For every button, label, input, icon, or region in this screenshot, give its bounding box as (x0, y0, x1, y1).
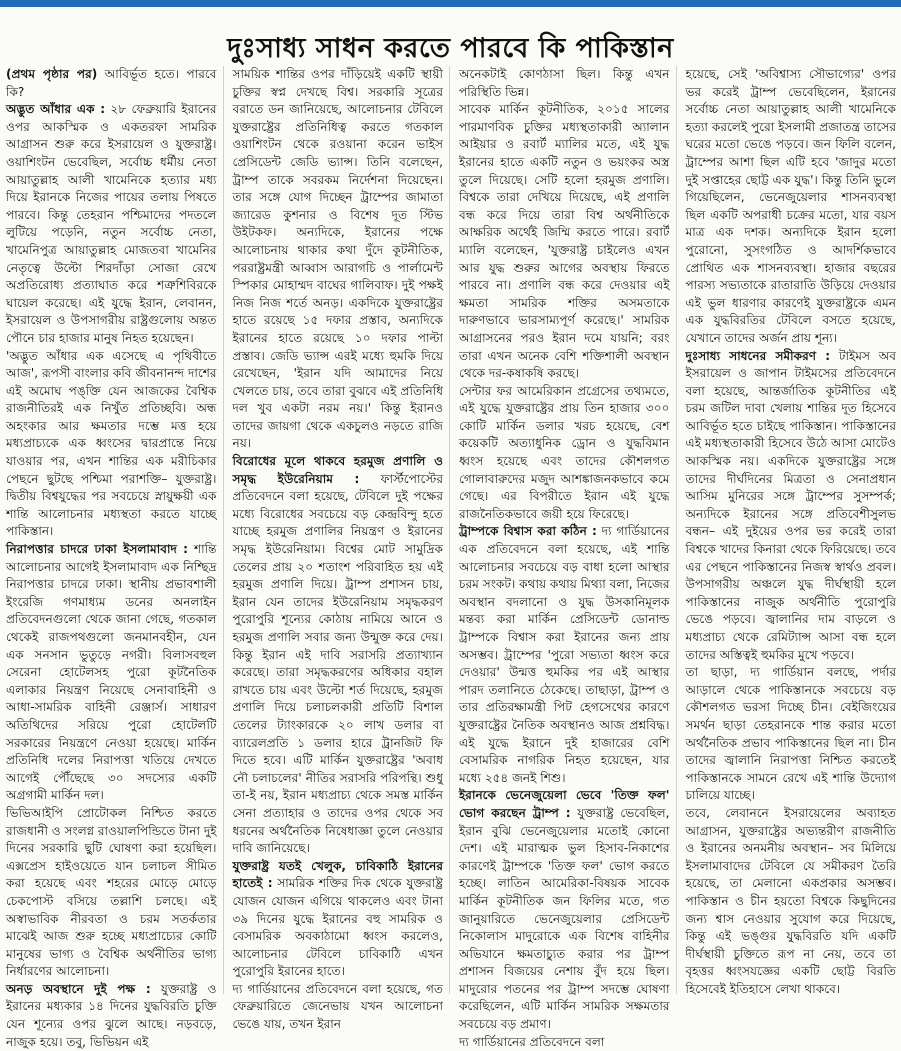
paragraph-text: যুক্তরাষ্ট্র ও ইরানের মধ্যকার ১৪ দিনের যুদ্ধবিরতি চুক্তি যেন শূন্যের ওপর ঝুলে আছে। নড়বড়ে, নাজুক হয়ে। তবু, ভিভিয়ন এই (6, 981, 217, 1049)
paragraph-text: যুক্তরাষ্ট্র ভেবেছিল, ইরান বুঝি ভেনেজুয়েলার মতোই কোনো দেশ। এই মারাত্মক ভুল হিসাব-নিকাশের কারণেই ট্রাম্পকে 'তিক্ত ফল' ভোগ করতে হচ্ছে। লাতিন আমেরিকা-বিষয়ক সাবেক মার্কিন কূটনীতিক জন ফিলির মতে, গত জানুয়ারিতে ভেনেজুয়েলার প্রেসিডেন্ট নিকোলাস মাদুরোকে এক বিশেষ বাহিনীর অভিযানে ক্ষমতাচ্যুত করার পর ট্রাম্প প্রশাসন বিজয়ের নেশায় বুঁদ হয়ে ছিল। মাদুরোর পতনের পর ট্রাম্প সদম্ভে ঘোষণা করেছিলেন, এটি মার্কিন সামরিক সক্ষমতার সবচেয়ে বড় প্রমাণ। (459, 805, 670, 1032)
paragraph-text: হয়েছে, সেই 'অবিশ্বাস্য সৌভাগ্যের' ওপর ভর করেই ট্রাম্প ভেবেছিলেন, ইরানের সর্বোচ্চ নেতা আয়াতুল্লাহ আলী খামেনিকে হত্যা করলেই পুরো ইসলামী প্রজাতন্ত্র তাসের ঘরের মতো ভেঙে পড়বে। জন ফিলি বলেন, ট্রাম্পের আশা ছিল এটি হবে 'জাদুর মতো দুই সপ্তাহের ছোট্ট এক যুদ্ধ'। কিন্তু তিনি ভুলে গিয়েছিলেন, ভেনেজুয়েলার শাসনব্যবস্থা ছিল একটি অপরাধী চক্রের মতো, যার বয়স মাত্র এক দশক। অন্যদিকে ইরান হলো পুরোনো, সুসংগঠিত ও আদর্শিকভাবে প্রোথিত এক শাসনব্যবস্থা। হাজার বছরের পারস্য সভ্যতাকে রাতারাতি উড়িয়ে দেওয়ার এই ভুল ধারণার কারণেই যুক্তরাষ্ট্রকে এমন এক যুদ্ধবিরতির টেবিলে বসতে হয়েছে, যেখানে তাদের অর্জন প্রায় শূন্য। (685, 67, 896, 345)
article-column (686, 66, 897, 994)
article-column (459, 66, 677, 1049)
article-paragraph (459, 1034, 670, 1051)
article-paragraph (233, 981, 444, 1034)
paragraph-text: দ্য গার্ডিয়ানের প্রতিবেদনে বলা হয়েছে, গত ফেব্রুয়ারিতে জেনেভায় যখন আলোচনা ভেঙে যায়, তখন ইরান (232, 981, 443, 1032)
subheading: অনড় অবস্থানে দুই পক্ষ : (6, 981, 151, 996)
paragraph-text: 'অদ্ভুত আঁধার এক এসেছে এ পৃথিবীতে আজ', রূপসী বাংলার কবি জীবনানন্দ দাশের এই অমোঘ পঙ্‌ক্তি যেন আজকের বৈশ্বিক রাজনীতিরই এক নিখুঁত প্রতিচ্ছবি। অন্ধ অহংকার আর ক্ষমতার দম্ভে মত্ত হয়ে মধ্যপ্রাচ্যকে এক ধ্বংসের দ্বারপ্রান্তে নিয়ে যাওয়ার পর, এখন শান্তির এক মরীচিকার পেছনে ছুটছে পশ্চিমা পরাশক্তি– যুক্তরাষ্ট্র। দ্বিতীয় বিশ্বযুদ্ধের পর সবচেয়ে স্নায়ুক্ষয়ী এক শান্তি আলোচনার মধ্যস্থতা করতে যাচ্ছে পাকিস্তান। (6, 348, 217, 539)
subheading: বিরোধের মূলে থাকবে হরমুজ প্রণালি ও সমৃদ্ধ ইউরেনিয়াম : (232, 454, 443, 486)
subheading: ট্রাম্পকে বিশ্বাস করা কঠিন : (459, 524, 597, 539)
paragraph-text: দ্য গার্ডিয়ানের এক প্রতিবেদনে বলা হয়েছে, এই শান্তি আলোচনার সবচেয়ে বড় বাধা হলো আস্থার চরম সংকট। কথায় কথায় মিথ্যা বলা, নিজের অবস্থান বদলানো ও যুদ্ধ উসকানিমূলক মন্তব্য করা মার্কিন প্রেসিডেন্ট ডোনাল্ড ট্রাম্পকে বিশ্বাস করা ইরানের জন্য প্রায় অসম্ভব। ট্রাম্পের 'পুরো সভ্যতা ধ্বংস করে দেওয়ার' উন্মত্ত হুমকির পর এই আস্থার পারদ তলানিতে ঠেকেছে। তাছাড়া, ট্রাম্প ও তার প্রতিরক্ষামন্ত্রী পিট হেগসেথের কারণে যুক্তরাষ্ট্রের নৈতিক অবস্থানও আজ প্রশ্নবিদ্ধ। এই যুদ্ধে ইরানে দুই হাজারের বেশি বেসামরিক নাগরিক নিহত হয়েছেন, যার মধ্যে ২৫৪ জনই শিশু। (459, 524, 670, 785)
article-columns (6, 66, 896, 1049)
article-paragraph (6, 541, 217, 805)
article-paragraph (233, 453, 444, 858)
article-paragraph (686, 664, 897, 805)
article-paragraph (686, 348, 897, 665)
article-paragraph (233, 858, 444, 981)
paragraph-text: আবির্ভূত হতে। পারবে কি? (6, 67, 217, 99)
paragraph-text: টাইমস অব ইসরায়েল ও জাপান টাইমসের প্রতিবেদনে বলা হয়েছে, আন্তর্জাতিক কূটনীতির এই চরম জটিল দাবা খেলায় শান্তির দূত হিসেবে আবির্ভূত হতে চাইছে পাকিস্তান। পাকিস্তানের এই মধ্যস্থতাকারী হিসেবে উঠে আসা মোটেও আকস্মিক নয়। একদিকে যুক্তরাষ্ট্রের সঙ্গে তাদের দীর্ঘদিনের মিত্রতা ও সেনাপ্রধান আসিম মুনিরের সঙ্গে ট্রাম্পের সুসম্পর্ক; অন্যদিকে ইরানের সঙ্গে প্রতিবেশীসুলভ বন্ধন– এই দুইয়ের ওপর ভর করেই তারা বিশ্বকে খাদের কিনারা থেকে ফিরিয়েছে। তবে এর পেছনে পাকিস্তানের নিজস্ব স্বার্থও প্রবল। উপসাগরীয় অঞ্চলে যুদ্ধ দীর্ঘস্থায়ী হলে পাকিস্তানের নাজুক অর্থনীতি পুরোপুরি ভেঙে পড়বে। জ্বালানির দাম বাড়লে ও মধ্যপ্রাচ্য থেকে রেমিট্যান্স আসা বন্ধ হলে তাদের অস্তিত্বই হুমকির মুখে পড়বে। (685, 348, 896, 662)
paragraph-text: তবে, লেবাননে ইসরায়েলের অব্যাহত আগ্রাসন, যুক্তরাষ্ট্রের অভ্যন্তরীণ রাজনীতি ও ইরানের অনমনীয় অবস্থান– সব মিলিয়ে ইসলামাবাদের টেবিলে যে সমীকরণ তৈরি হয়েছে, তা মেলানো একপ্রকার অসম্ভব। পাকিস্তান ও চীন হয়তো বিশ্বকে কিছুদিনের জন্য শ্বাস নেওয়ার সুযোগ করে দিয়েছে, কিন্তু এই ভঙ্গুর যুদ্ধবিরতি যদি একটি দীর্ঘস্থায়ী চুক্তিতে রূপ না নেয়, তবে তা বৃহত্তর ধ্বংসযজ্ঞের একটি ছোট্ট বিরতি হিসেবেই ইতিহাসে লেখা থাকবে। (685, 805, 896, 996)
top-color-bar (0, 0, 901, 7)
article-paragraph (686, 66, 897, 348)
paragraph-text: সাময়িক শান্তির ওপর দাঁড়িয়েই একটি স্থায়ী চুক্তির স্বপ্ন দেখছে বিশ্ব। সরকারি সূত্রের বরাতে ডন জানিয়েছে, আলোচনার টেবিলে যুক্তরাষ্ট্রের প্রতিনিধিত্ব করতে গতকাল ওয়াশিংটন থেকে রওয়ানা করেন ভাইস প্রেসিডেন্ট জেডি ভ্যান্স। তিনি বলেছেন, ট্রাম্প তাকে সবরকম নির্দেশনা দিয়েছেন। তার সঙ্গে যোগ দিচ্ছেন ট্রাম্পের জামাতা জ্যারেড কুশনার ও বিশেষ দূত স্টিভ উইটকফ। অন্যদিকে, ইরানের পক্ষে আলোচনায় থাকার কথা দুঁদে কূটনীতিক, পররাষ্ট্রমন্ত্রী আব্বাস আরাগচি ও পার্লামেন্ট স্পিকার মোহাম্মদ বাঘের গালিবাফ। দুই পক্ষই নিজ নিজ শর্তে অনড়। একদিকে যুক্তরাষ্ট্রের হাতে রয়েছে ১৫ দফার প্রস্তাব, অন্যদিকে ইরানের হাতে রয়েছে ১০ দফার পাল্টা প্রস্তাব। জেডি ভ্যান্স এরই মধ্যে হুমকি দিয়ে রেখেছেন, 'ইরান যদি আমাদের নিয়ে খেলতে চায়, তবে তারা বুঝবে এই প্রতিনিধি দল খুব একটা নরম নয়।' কিন্তু ইরানও তাদের জায়গা থেকে একচুলও নড়তে রাজি নয়। (232, 67, 443, 451)
article-paragraph (459, 66, 670, 101)
article-paragraph (6, 805, 217, 981)
article-paragraph (6, 348, 217, 542)
subheading: (প্রথম পৃষ্ঠার পর) (6, 67, 98, 81)
article-paragraph (6, 101, 217, 347)
paragraph-text: সামরিক শক্তির দিক থেকে যুক্তরাষ্ট্র যোজন যোজন এগিয়ে থাকলেও এবং টানা ৩৯ দিনের যুদ্ধে ইরানের বহু সামরিক ও বেসামরিক অবকাঠামো ধ্বংস করলেও, আলোচনার টেবিলে চাবিকাঠি এখন পুরোপুরি ইরানের হাতে। (232, 876, 443, 979)
article-paragraph (459, 101, 670, 383)
paragraph-text: ফার্স্টপোস্টের প্রতিবেদনে বলা হয়েছে, টেবিলে দুই পক্ষের মধ্যে বিরোধের সবচেয়ে বড় কেন্দ্রবিন্দু হতে যাচ্ছে হরমুজ প্রণালির নিয়ন্ত্রণ ও ইরানের সমৃদ্ধ ইউরেনিয়াম। বিশ্বের মোট সামুদ্রিক তেলের প্রায় ২০ শতাংশ পরিবাহিত হয় এই হরমুজ প্রণালি দিয়ে। ট্রাম্প প্রশাসন চায়, ইরান যেন তাদের ইউরেনিয়াম সমৃদ্ধকরণ পুরোপুরি শূন্যের কোঠায় নামিয়ে আনে ও হরমুজ প্রণালি সবার জন্য উন্মুক্ত করে দেয়। কিন্তু ইরান এই দাবি সরাসরি প্রত্যাখ্যান করেছে। তারা সমৃদ্ধকরণের অধিকার বহাল রাখতে চায় এবং উল্টো শর্ত দিয়েছে, হরমুজ প্রণালি দিয়ে চলাচলকারী প্রতিটি বিশাল তেলের ট্যাংকারকে ২০ লাখ ডলার বা ব্যারেলপ্রতি ১ ডলার হারে ট্রানজিট ফি দিতে হবে। এটি মার্কিন যুক্তরাষ্ট্রের 'অবাধ নৌ চলাচলের' নীতির সরাসরি পরিপন্থি। শুধু তা-ই নয়, ইরান মধ্যপ্রাচ্য থেকে সমস্ত মার্কিন সেনা প্রত্যাহার ও তাদের ওপর থেকে সব ধরনের অর্থনৈতিক নিষেধাজ্ঞা তুলে নেওয়ার দাবি জানিয়েছে। (232, 471, 443, 856)
paragraph-text: ভিভিআইপি প্রোটোকল নিশ্চিত করতে রাজধানী ও সংলগ্ন রাওয়ালপিন্ডিতে টানা দুই দিনের সরকারি ছুটি ঘোষণা করা হয়েছিল। এক্সপ্রেস হাইওয়েতে যান চলাচল সীমিত করা হয়েছে এবং শহরের মোড়ে মোড়ে চেকপোস্ট বসিয়ে তল্লাশি চলছে। এই অস্বাভাবিক নীরবতা ও চরম সতর্কতার মাঝেই আজ শুরু হচ্ছে মধ্যপ্রাচ্যের কোটি মানুষের ভাগ্য ও বৈশ্বিক অর্থনীতির ভাগ্য নির্ধারণের আলোচনা। (6, 805, 217, 979)
article-paragraph (459, 523, 670, 787)
article-column (6, 66, 224, 1049)
article-paragraph (459, 383, 670, 524)
subheading: নিরাপত্তার চাদরে ঢাকা ইসলামাবাদ : (6, 542, 189, 557)
paragraph-text: শান্তি আলোচনার আগেই ইসলামাবাদ এক নিশ্ছিদ্র নিরাপত্তার চাদরে ঢাকা। স্থানীয় প্রভাবশালী ইংরেজি গণমাধ্যম ডনের অনলাইন প্রতিবেদনগুলো থেকে জানা গেছে, গতকাল থেকেই রাজপথগুলো জনমানবহীন, যেন এক সনসান ভুতুড়ে নগরী। বিলাসবহুল সেরেনা হোটেলসহ পুরো কূটনৈতিক এলাকার নিয়ন্ত্রণ নিয়েছে সেনাবাহিনী ও আধা-সামরিক বাহিনী রেঞ্জার্স। সাধারণ অতিথিদের সরিয়ে পুরো হোটেলটি সরকারের নিয়ন্ত্রণে নেওয়া হয়েছে। মার্কিন প্রতিনিধি দলের নিরাপত্তা খতিয়ে দেখতে আগেই পৌঁছেছে ৩০ সদস্যের একটি অগ্রগামী মার্কিন দল। (6, 542, 217, 803)
article-paragraph (686, 805, 897, 999)
headline: দুঃসাধ্য সাধন করতে পারবে কি পাকিস্তান (227, 33, 674, 64)
subheading: যুক্তরাষ্ট্র যতই খেলুক, চাবিকাঠি ইরানের হাতেই : (232, 858, 443, 891)
subheading: দুঃসাধ্য সাধনের সমীকরণ : (685, 348, 831, 363)
subheading: ইরানকে ভেনেজুয়েলা ভেবে 'তিক্ত ফল' ভোগ করছেন ট্রাম্প : (459, 788, 670, 820)
paragraph-text: সাবেক মার্কিন কূটনীতিক, ২০১৫ সালের পারমাণবিক চুক্তির মধ্যস্থতাকারী অ্যালান আইয়ার ও রবার্ট ম্যালির মতে, এই যুদ্ধ ইরানের হাতে একটি নতুন ও ভয়ংকর অস্ত্র তুলে দিয়েছে। সেটি হলো হরমুজ প্রণালি। বিশ্বকে তারা দেখিয়ে দিয়েছে, এই প্রণালি বন্ধ করে দিয়ে তারা বিশ্ব অর্থনীতিকে আক্ষরিক অর্থেই জিম্মি করতে পারে। রবার্ট ম্যালি বলেছেন, 'যুক্তরাষ্ট্র চাইলেও এখন আর যুদ্ধ শুরুর আগের অবস্থায় ফিরতে পারবে না। প্রণালি বন্ধ করে দেওয়ার এই ক্ষমতা সামরিক শক্তির অসমতাকে দারুণভাবে ভারসাম্যপূর্ণ করেছে।' সামরিক আগ্রাসনের পরও ইরান দমে যায়নি; বরং তারা এখন অনেক বেশি শক্তিশালী অবস্থান থেকে দর-কষাকষি করছে। (459, 102, 670, 381)
paragraph-text: ২৮ ফেব্রুয়ারি ইরানের ওপর আকস্মিক ও একতরফা সামরিক আগ্রাসন শুরু করে ইসরায়েল ও যুক্তরাষ্ট্র। ওয়াশিংটন ভেবেছিল, সর্বোচ্চ ধর্মীয় নেতা আয়াতুল্লাহ আলী খামেনিকে হত্যার মধ্য দিয়ে ইরানকে নিজের পায়ের তলায় পিষতে পারবে। কিন্তু তেহরান পশ্চিমাদের পদতলে লুটিয়ে পড়েনি, নতুন সর্বোচ্চ নেতা, খামেনিপুত্র আয়াতুল্লাহ মোজতবা খামেনির নেতৃত্বে উল্টো শিরদাঁড়া সোজা রেখে অপ্রতিরোধ্য প্রত্যাঘাত করে শত্রুশিবিরকে ঘায়েল করেছে। এই যুদ্ধে ইরান, লেবানন, ইসরায়েল ও উপসাগরীয় রাষ্ট্রগুলোয় অন্তত পৌনে চার হাজার মানুষ নিহত হয়েছেন। (6, 102, 217, 345)
article-paragraph (6, 981, 217, 1051)
article-column (232, 66, 451, 1032)
paragraph-text: সেন্টার ফর আমেরিকান প্রগ্রেসের তথ্যমতে, এই যুদ্ধে যুক্তরাষ্ট্রের প্রায় তিন হাজার ৩০০ কোটি মার্কিন ডলার খরচ হয়েছে, বেশ কয়েকটি অত্যাধুনিক ড্রোন ও যুদ্ধবিমান ধ্বংস হয়েছে এবং তাদের কৌশলগত গোলাবারুদের মজুদ আশঙ্কাজনকভাবে কমে গেছে। এর বিপরীতে ইরান এই যুদ্ধে রাজনৈতিকভাবে জয়ী হয়ে ফিরেছে। (459, 383, 670, 521)
paragraph-text: অনেকটাই কোণঠাসা ছিল। কিন্তু এখন পরিস্থিতি ভিন্ন। (459, 67, 670, 99)
article-paragraph (6, 66, 217, 101)
paragraph-text: তা ছাড়া, দ্য গার্ডিয়ান বলছে, পর্দার আড়ালে থেকে পাকিস্তানকে সবচেয়ে বড় কৌশলগত ভরসা দিচ্ছে চীন। বেইজিংয়ের সমর্থন ছাড়া তেহরানকে শান্ত করার মতো অর্থনৈতিক প্রভাব পাকিস্তানের ছিল না। চীন তাদের জ্বালানি নিরাপত্তা নিশ্চিত করতেই পাকিস্তানকে সামনে রেখে এই শান্তি উদ্যোগ চালিয়ে যাচ্ছে। (685, 665, 896, 803)
article-paragraph (233, 66, 444, 453)
paragraph-text: দ্য গার্ডিয়ানের প্রতিবেদনে বলা (459, 1034, 605, 1049)
article-paragraph (459, 787, 670, 1033)
subheading: অদ্ভুত আঁধার এক : (6, 102, 106, 117)
